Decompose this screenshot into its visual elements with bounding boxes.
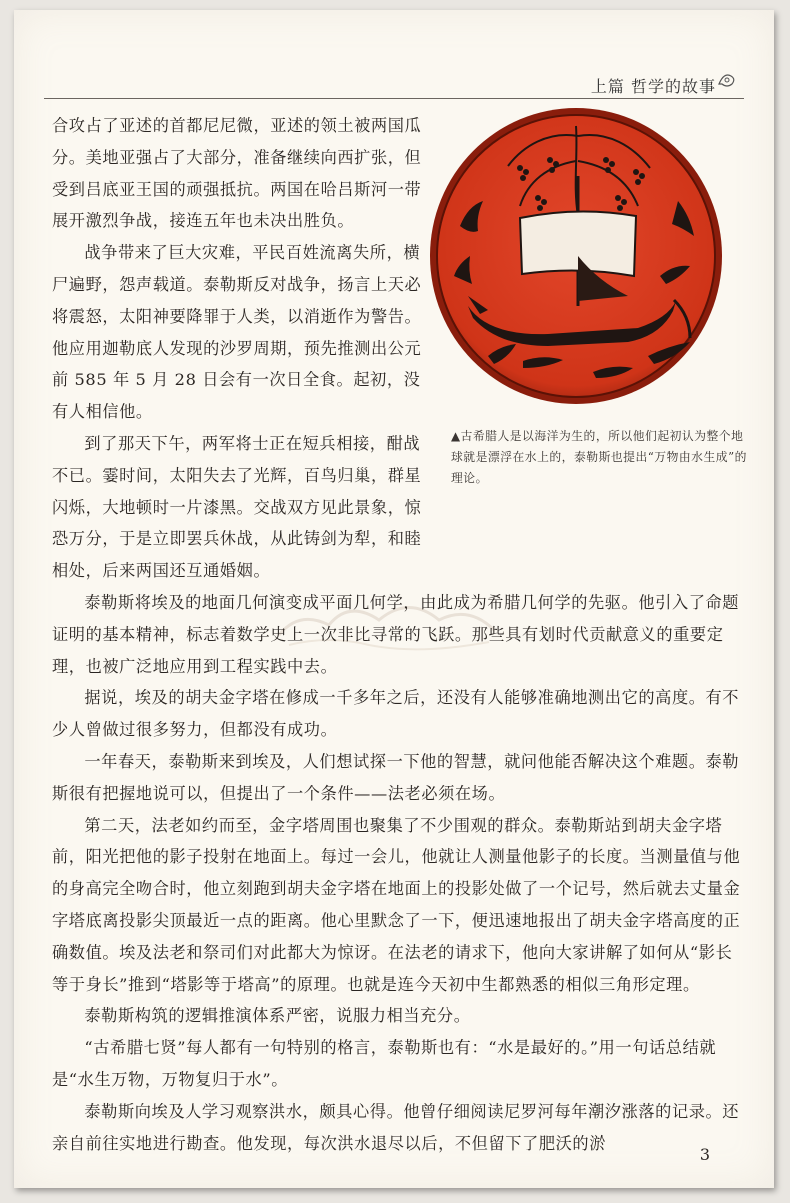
paragraph: 泰勒斯将埃及的地面几何演变成平面几何学，由此成为希腊几何学的先驱。他引入了命题证明的基本精神，标志着数学史上一次非比寻常的飞跃。那些具有划时代贡献意义的重要定理，也被广泛地应用到工程实践中去。 xyxy=(52,592,740,676)
paragraph: 第二天，法老如约而至，金字塔周围也聚集了不少围观的群众。泰勒斯站到胡夫金字塔前，阳光把他的影子投射在地面上。每过一会儿，他就让人测量他影子的长度。当测量值与他的身高完全吻合时，他立刻跑到胡夫金字塔在地面上的投影处做了一个记号，然后就去丈量金字塔底离投影尖顶最近一点的距离。他心里默念了一下，便迅速地报出了胡夫金字塔高度的正确数值。埃及法老和祭司们对此都大为惊讶。在法老的请求下，他向大家讲解了如何从“影长等于身长”推到“塔影等于塔高”的原理。也就是连今天初中生都熟悉的相似三角形定理。 xyxy=(52,815,741,994)
paragraph: 到了那天下午，两军将士正在短兵相接，酣战不已。霎时间，太阳失去了光辉，百鸟归巢，群星闪烁，大地顿时一片漆黑。交战双方见此景象，惊恐万分，于是立即罢兵休战，从此铸剑为犁，和睦相处，后来两国还互通婚姻。 xyxy=(52,433,422,581)
page-number: 3 xyxy=(699,1145,710,1164)
figure-caption: ▲古希腊人是以海洋为生的，所以他们起初认为整个地球就是漂浮在水上的，泰勒斯也提出“万物由水生成”的理论。 xyxy=(451,429,747,485)
body-text xyxy=(52,110,747,1159)
paragraph: 战争带来了巨大灾难，平民百姓流离失所，横尸遍野，怨声载道。泰勒斯反对战争，扬言上天必将震怒，太阳神要降罪于人类，以消逝作为警告。他应用迦勒底人发现的沙罗周期，预先推测出公元前 585 年 5 月 28 日会有一次日全食。起初，没有人相信他。 xyxy=(52,243,422,422)
ornament-icon xyxy=(716,70,738,90)
paragraph: 合攻占了亚述的首都尼尼微，亚述的领土被两国瓜分。美地亚强占了大部分，准备继续向西扩张，但受到吕底亚王国的顽强抵抗。两国在哈吕斯河一带展开激烈争战，接连五年也未决出胜负。 xyxy=(52,116,422,231)
paragraph: 据说，埃及的胡夫金字塔在修成一千多年之后，还没有人能够准确地测出它的高度。有不少人曾做过很多努力，但都没有成功。 xyxy=(52,688,740,740)
paragraph: 一年春天，泰勒斯来到埃及，人们想试探一下他的智慧，就问他能否解决这个难题。泰勒斯很有把握地说可以，但提出了一个条件——法老必须在场。 xyxy=(52,751,740,803)
paragraph: 泰勒斯向埃及人学习观察洪水，颇具心得。他曾仔细阅读尼罗河每年潮汐涨落的记录。还亲自前往实地进行勘查。他发现，每次洪水退尽以后，不但留下了肥沃的淤 xyxy=(52,1101,740,1153)
paragraph: “古希腊七贤”每人都有一句特别的格言，泰勒斯也有：“水是最好的。”用一句话总结就是“水生万物，万物复归于水”。 xyxy=(52,1038,717,1089)
running-header: 上篇 哲学的故事 xyxy=(590,77,716,96)
paragraph: 泰勒斯构筑的逻辑推演体系严密，说服力相当充分。 xyxy=(84,1006,471,1026)
book-page xyxy=(14,10,774,1188)
header-rule xyxy=(44,98,744,99)
